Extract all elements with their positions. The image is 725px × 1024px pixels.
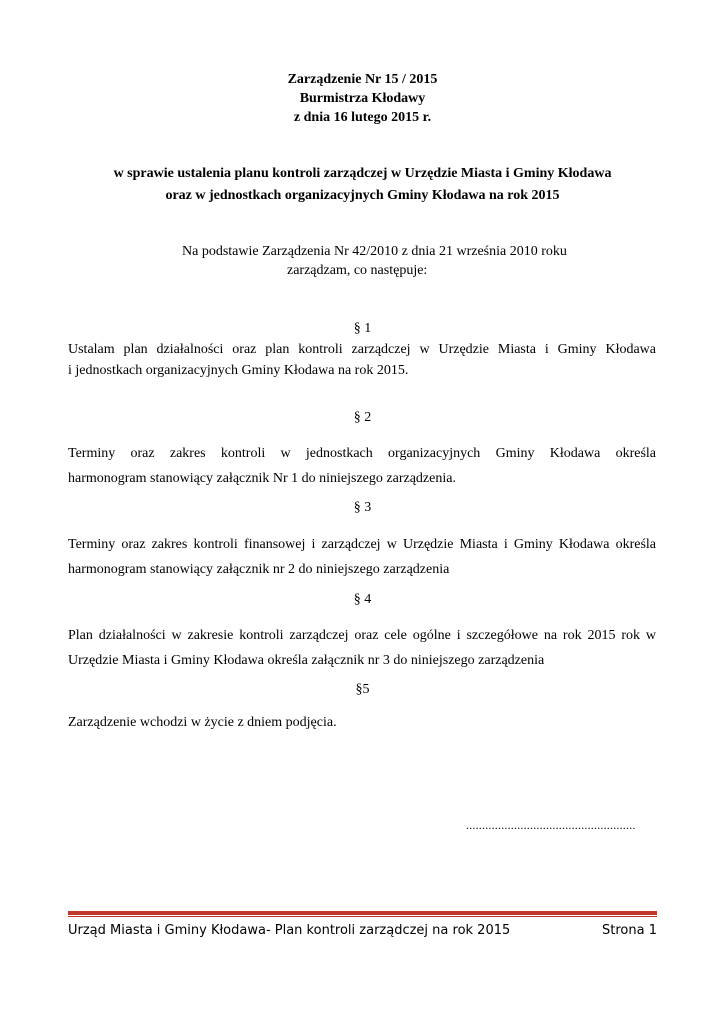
section-text-line: i jednostkach organizacyjnych Gminy Kłodawa na rok 2015.: [68, 363, 409, 378]
section-mark: § 2: [353, 410, 372, 425]
section-text-line: harmonogram stanowiący załącznik nr 2 do niniejszego zarządzenia: [68, 562, 450, 577]
legal-basis-line-1: Na podstawie Zarządzenia Nr 42/2010 z dnia 21 września 2010 roku: [182, 244, 567, 259]
section-text-line: Urzędzie Miasta i Gminy Kłodawa określa załącznik nr 3 do niniejszego zarządzenia: [68, 653, 545, 668]
document-subject: [0, 163, 725, 207]
section-text: [68, 712, 656, 733]
section-text: [68, 623, 656, 673]
signature-line: .....................................................: [466, 818, 636, 832]
subject-line-1: w sprawie ustalenia planu kontroli zarządczej w Urzędzie Miasta i Gminy Kłodawa: [113, 166, 612, 181]
section-text: [68, 441, 656, 491]
footer-rule-thin: [68, 916, 657, 917]
section-text: [68, 532, 656, 582]
document-heading: [0, 70, 725, 127]
section-text-line: Zarządzenie wchodzi w życie z dniem podjęcia.: [68, 715, 337, 730]
section-mark: § 3: [353, 500, 372, 515]
ordinance-issuer: Burmistrza Kłodawy: [299, 91, 426, 106]
section-text-line: Plan działalności w zakresie kontroli zarządczej oraz cele ogólne i szczegółowe na rok 2015 rok w: [68, 628, 656, 643]
footer-rule: [68, 911, 657, 915]
section-mark: § 4: [353, 592, 372, 607]
legal-basis-line-2: zarządzam, co następuje:: [287, 263, 428, 278]
page-number: Strona 1: [602, 923, 657, 938]
section-text-line: harmonogram stanowiący załącznik Nr 1 do niniejszego zarządzenia.: [68, 471, 456, 486]
section-text-line: Ustalam plan działalności oraz plan kontroli zarządczej w Urzędzie Miasta i Gminy Kłodawa: [68, 342, 656, 357]
section-text: [68, 339, 656, 381]
section-mark: § 1: [353, 321, 372, 336]
section-text-line: Terminy oraz zakres kontroli finansowej i zarządczej w Urzędzie Miasta i Gminy Kłodawa określa: [68, 537, 656, 552]
ordinance-date: z dnia 16 lutego 2015 r.: [293, 110, 432, 125]
section-text-line: Terminy oraz zakres kontroli w jednostkach organizacyjnych Gminy Kłodawa określa: [68, 446, 656, 461]
subject-line-2: oraz w jednostkach organizacyjnych Gminy Kłodawa na rok 2015: [165, 188, 560, 203]
ordinance-number: Zarządzenie Nr 15 / 2015: [287, 72, 438, 87]
section-mark: §5: [355, 682, 370, 697]
footer-title: Urząd Miasta i Gminy Kłodawa- Plan kontroli zarządczej na rok 2015: [68, 923, 511, 938]
